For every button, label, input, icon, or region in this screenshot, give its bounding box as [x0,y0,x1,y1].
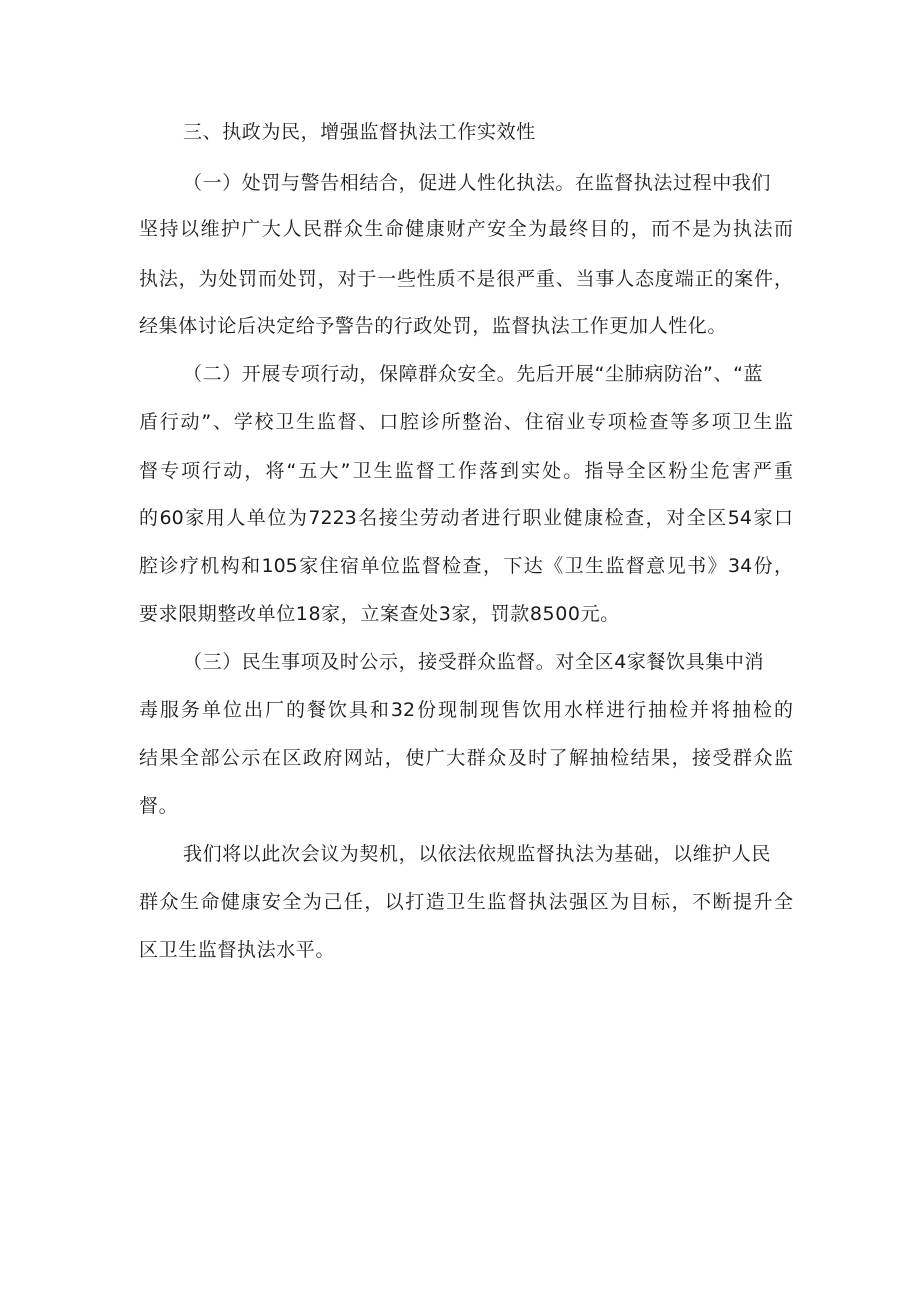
paragraph-2-line-6: 要求限期整改单位18家，立案查处3家，罚款8500元。 [139,603,620,625]
paragraph-1-line-1: （一）处罚与警告相结合，促进人性化执法。在监督执法过程中我们 [183,172,772,194]
paragraph-4-line-2: 群众生命健康安全为己任，以打造卫生监督执法强区为目标，不断提升全 [139,891,793,913]
paragraph-1-line-4: 经集体讨论后决定给予警告的行政处罚，监督执法工作更加人性化。 [139,315,728,337]
paragraph-4-line-3: 区卫生监督执法水平。 [139,939,336,961]
paragraph-3-line-3: 结果全部公示在区政府网站，使广大群众及时了解抽检结果，接受群众监 [139,747,793,769]
paragraph-1-line-2: 坚持以维护广大人民群众生命健康财产安全为最终目的，而不是为执法而 [139,218,793,240]
paragraph-2-line-4: 的60家用人单位为7223名接尘劳动者进行职业健康检查，对全区54家口 [139,507,793,529]
section-heading: 三、执政为民，增强监督执法工作实效性 [183,121,536,143]
paragraph-3-line-2: 毒服务单位出厂的餐饮具和32份现制现售饮用水样进行抽检并将抽检的 [139,699,793,721]
paragraph-3-line-4: 督。 [139,795,179,817]
paragraph-1-line-3: 执法，为处罚而处罚，对于一些性质不是很严重、当事人态度端正的案件， [139,268,793,290]
paragraph-2-line-5: 腔诊疗机构和105家住宿单位监督检查，下达《卫生监督意见书》34份， [139,555,793,577]
paragraph-2-line-3: 督专项行动，将“五大”卫生监督工作落到实处。指导全区粉尘危害严重 [139,460,793,482]
paragraph-4-line-1: 我们将以此次会议为契机，以依法依规监督执法为基础，以维护人民 [183,843,772,865]
paragraph-2-line-1: （二）开展专项行动，保障群众安全。先后开展“尘肺病防治”、“蓝 [183,363,764,385]
paragraph-2-line-2: 盾行动”、学校卫生监督、口腔诊所整治、住宿业专项检查等多项卫生监 [139,411,793,433]
paragraph-3-line-1: （三）民生事项及时公示，接受群众监督。对全区4家餐饮具集中消 [183,651,765,673]
